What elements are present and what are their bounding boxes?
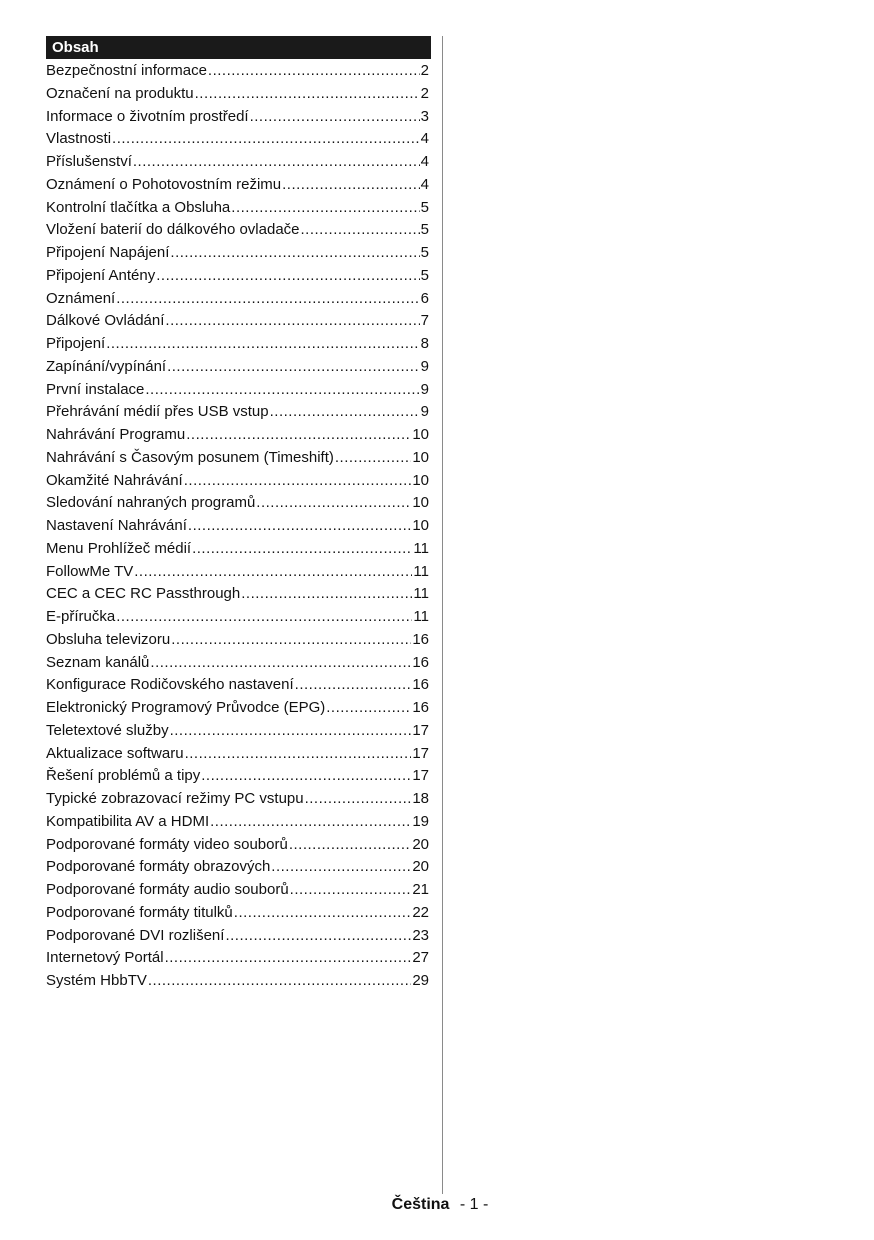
toc-dot-leader: [208, 60, 420, 83]
toc-dot-leader: [305, 788, 412, 811]
toc-entry-title: Sledování nahraných programů: [46, 494, 256, 512]
toc-entry[interactable]: [46, 424, 429, 447]
toc-entry[interactable]: [46, 811, 429, 834]
toc-entry-title: Zapínání/vypínání: [46, 357, 167, 375]
toc-entry-page: 4: [420, 130, 429, 148]
toc-dot-leader: [112, 128, 420, 151]
toc-entry-page: 11: [413, 539, 429, 557]
toc-entry-page: 9: [420, 380, 429, 398]
toc-entry-title: Aktualizace softwaru: [46, 744, 184, 762]
toc-entry-page: 20: [412, 858, 429, 876]
toc-entry-title: Připojení Napájení: [46, 244, 170, 261]
toc-entry-page: 9: [420, 403, 429, 421]
toc-entry[interactable]: [46, 652, 429, 675]
toc-entry-page: 18: [412, 790, 429, 807]
toc-entry[interactable]: [46, 333, 429, 356]
toc-entry[interactable]: [46, 265, 429, 288]
toc-entry[interactable]: [46, 379, 429, 402]
toc-entry-title: Obsluha televizoru: [46, 630, 171, 648]
toc-entry[interactable]: [46, 538, 429, 561]
toc-dot-leader: [134, 561, 412, 584]
toc-entry-title: Nahrávání Programu: [46, 426, 186, 443]
toc-entry-title: Bezpečnostní informace: [46, 62, 207, 79]
toc-dot-leader: [133, 151, 420, 174]
toc-entry-page: 29: [412, 972, 429, 989]
toc-entry-title: CEC a CEC RC Passthrough: [46, 585, 241, 603]
toc-entry-title: Kompatibilita AV a HDMI: [46, 812, 210, 830]
toc-entry[interactable]: [46, 310, 429, 333]
toc-entry-title: Systém HbbTV: [46, 972, 147, 989]
toc-dot-leader: [195, 83, 420, 106]
toc-dot-leader: [290, 879, 412, 902]
toc-dot-leader: [148, 970, 411, 993]
toc-entry[interactable]: [46, 288, 429, 311]
toc-entry[interactable]: [46, 697, 429, 720]
toc-dot-leader: [116, 288, 419, 311]
toc-dot-leader: [184, 470, 412, 493]
toc-entry[interactable]: [46, 970, 429, 993]
toc-dot-leader: [170, 242, 419, 265]
toc-entry-page: 4: [420, 175, 429, 193]
toc-dot-leader: [270, 401, 420, 424]
toc-entry[interactable]: [46, 60, 429, 83]
toc-entry[interactable]: [46, 356, 429, 379]
toc-dot-leader: [231, 197, 419, 220]
toc-entry-page: 8: [420, 335, 429, 352]
toc-dot-leader: [250, 106, 420, 129]
toc-dot-leader: [225, 925, 411, 948]
toc-entry[interactable]: [46, 492, 429, 515]
toc-entry-title: Kontrolní tlačítka a Obsluha: [46, 198, 231, 216]
toc-entry[interactable]: [46, 470, 429, 493]
toc-entry-title: Oznámení o Pohotovostním režimu: [46, 175, 282, 193]
toc-entry-page: 19: [412, 812, 429, 830]
toc-entry-title: Typické zobrazovací režimy PC vstupu: [46, 790, 304, 807]
toc-entry[interactable]: [46, 606, 429, 629]
toc-entry-title: Oznámení: [46, 289, 116, 307]
toc-entry-title: E-příručka: [46, 608, 116, 625]
toc-dot-leader: [156, 265, 419, 288]
toc-entry[interactable]: [46, 743, 429, 766]
table-of-contents: [46, 36, 431, 993]
toc-entry-page: 20: [412, 835, 429, 853]
toc-entry-title: Podporované formáty obrazových: [46, 858, 271, 876]
toc-entry-title: První instalace: [46, 380, 145, 398]
toc-dot-leader: [295, 674, 412, 697]
toc-entry[interactable]: [46, 561, 429, 584]
toc-heading: Obsah: [46, 36, 431, 59]
toc-dot-leader: [188, 515, 411, 538]
toc-entry-page: 23: [412, 926, 429, 944]
toc-entry[interactable]: [46, 834, 429, 857]
toc-entry-page: 11: [413, 585, 429, 603]
toc-entry-page: 5: [420, 198, 429, 216]
toc-dot-leader: [116, 606, 412, 629]
toc-entry[interactable]: [46, 447, 429, 470]
toc-entry-page: 5: [420, 221, 429, 239]
toc-dot-leader: [150, 652, 411, 675]
toc-dot-leader: [256, 492, 411, 515]
toc-entry-page: 4: [420, 153, 429, 170]
toc-dot-leader: [170, 720, 412, 743]
column-divider: [442, 36, 443, 1194]
toc-entry-page: 21: [412, 881, 429, 898]
toc-entry-page: 17: [412, 767, 429, 785]
toc-entry-title: Okamžité Nahrávání: [46, 471, 183, 489]
toc-entry-title: Teletextové služby: [46, 721, 169, 739]
toc-dot-leader: [167, 356, 420, 379]
toc-entry-title: Konfigurace Rodičovského nastavení: [46, 676, 294, 694]
toc-entry-page: 11: [413, 562, 429, 580]
toc-entry-page: 9: [420, 357, 429, 375]
toc-entry-page: 22: [412, 903, 429, 921]
toc-dot-leader: [210, 811, 411, 834]
toc-dot-leader: [335, 447, 411, 470]
toc-entry[interactable]: [46, 947, 429, 970]
toc-entry-title: Připojení Antény: [46, 266, 156, 284]
footer-language: Čeština: [391, 1196, 450, 1213]
toc-entry[interactable]: [46, 174, 429, 197]
toc-dot-leader: [145, 379, 419, 402]
toc-entry-page: 6: [420, 289, 429, 307]
toc-entry-page: 10: [412, 494, 429, 512]
toc-dot-leader: [185, 743, 412, 766]
toc-dot-leader: [234, 902, 412, 925]
toc-entry[interactable]: [46, 151, 429, 174]
toc-entry-title: Podporované DVI rozlišení: [46, 926, 225, 944]
toc-entry-title: Podporované formáty titulků: [46, 903, 233, 921]
toc-entry-page: 10: [412, 471, 429, 489]
toc-entry-title: Dálkové Ovládání: [46, 312, 165, 330]
toc-entry[interactable]: [46, 629, 429, 652]
toc-entry-page: 2: [420, 84, 429, 102]
toc-dot-leader: [282, 174, 420, 197]
toc-entry-title: Internetový Portál: [46, 949, 164, 967]
toc-entry[interactable]: [46, 925, 429, 948]
toc-dot-leader: [289, 834, 411, 857]
toc-entry-page: 3: [420, 107, 429, 125]
toc-entry[interactable]: [46, 401, 429, 424]
toc-entry[interactable]: [46, 902, 429, 925]
toc-dot-leader: [271, 856, 411, 879]
toc-entry[interactable]: [46, 219, 429, 242]
toc-dot-leader: [326, 697, 411, 720]
toc-dot-leader: [192, 538, 412, 561]
toc-entry[interactable]: [46, 856, 429, 879]
toc-entry-page: 17: [412, 744, 429, 762]
toc-entry[interactable]: [46, 674, 429, 697]
toc-entry-page: 16: [412, 699, 429, 716]
toc-entry-title: Nahrávání s Časovým posunem (Timeshift): [46, 448, 334, 466]
toc-entry-page: 10: [412, 517, 429, 534]
toc-entry[interactable]: [46, 765, 429, 788]
toc-entry-page: 16: [412, 676, 429, 694]
page-footer: [0, 1196, 874, 1214]
toc-dot-leader: [171, 629, 411, 652]
toc-entry[interactable]: [46, 197, 429, 220]
toc-entry-page: 10: [412, 426, 429, 443]
toc-entry[interactable]: [46, 879, 429, 902]
toc-dot-leader: [241, 583, 412, 606]
toc-dot-leader: [201, 765, 411, 788]
toc-entry-page: 10: [412, 448, 429, 466]
toc-entry-title: Příslušenství: [46, 153, 132, 170]
toc-entry-title: Připojení: [46, 335, 106, 352]
toc-entry-title: Podporované formáty audio souborů: [46, 881, 289, 898]
toc-entry-page: 16: [412, 630, 429, 648]
toc-entry[interactable]: [46, 720, 429, 743]
toc-entry[interactable]: [46, 128, 429, 151]
toc-entry-page: 5: [420, 266, 429, 284]
toc-entry-title: Menu Prohlížeč médií: [46, 539, 192, 557]
toc-entry-page: 2: [420, 62, 429, 79]
toc-entry-title: Přehrávání médií přes USB vstup: [46, 403, 269, 421]
toc-entry-page: 17: [412, 721, 429, 739]
toc-entry[interactable]: [46, 242, 429, 265]
toc-entry-page: 16: [412, 653, 429, 671]
toc-entry-title: Vložení baterií do dálkového ovladače: [46, 221, 300, 239]
toc-entry-page: 7: [420, 312, 429, 330]
toc-list: [46, 60, 431, 993]
toc-entry-page: 27: [412, 949, 429, 967]
toc-entry-title: Vlastnosti: [46, 130, 112, 148]
toc-dot-leader: [165, 947, 412, 970]
toc-entry[interactable]: [46, 788, 429, 811]
toc-entry-title: Seznam kanálů: [46, 653, 150, 671]
toc-entry-title: Označení na produktu: [46, 84, 194, 102]
toc-entry-title: Informace o životním prostředí: [46, 107, 249, 125]
toc-entry-title: Nastavení Nahrávání: [46, 517, 187, 534]
toc-entry-title: Podporované formáty video souborů: [46, 835, 288, 853]
footer-page-number: - 1 -: [459, 1196, 489, 1213]
toc-dot-leader: [186, 424, 411, 447]
toc-dot-leader: [106, 333, 419, 356]
toc-entry-page: 11: [413, 608, 429, 625]
toc-entry-title: Elektronický Programový Průvodce (EPG): [46, 699, 326, 716]
toc-entry[interactable]: [46, 106, 429, 129]
toc-entry-page: 5: [420, 244, 429, 261]
toc-entry[interactable]: [46, 515, 429, 538]
toc-dot-leader: [301, 219, 420, 242]
toc-entry[interactable]: [46, 83, 429, 106]
toc-entry-title: Řešení problémů a tipy: [46, 767, 201, 785]
toc-entry[interactable]: [46, 583, 429, 606]
toc-dot-leader: [165, 310, 419, 333]
toc-entry-title: FollowMe TV: [46, 562, 134, 580]
